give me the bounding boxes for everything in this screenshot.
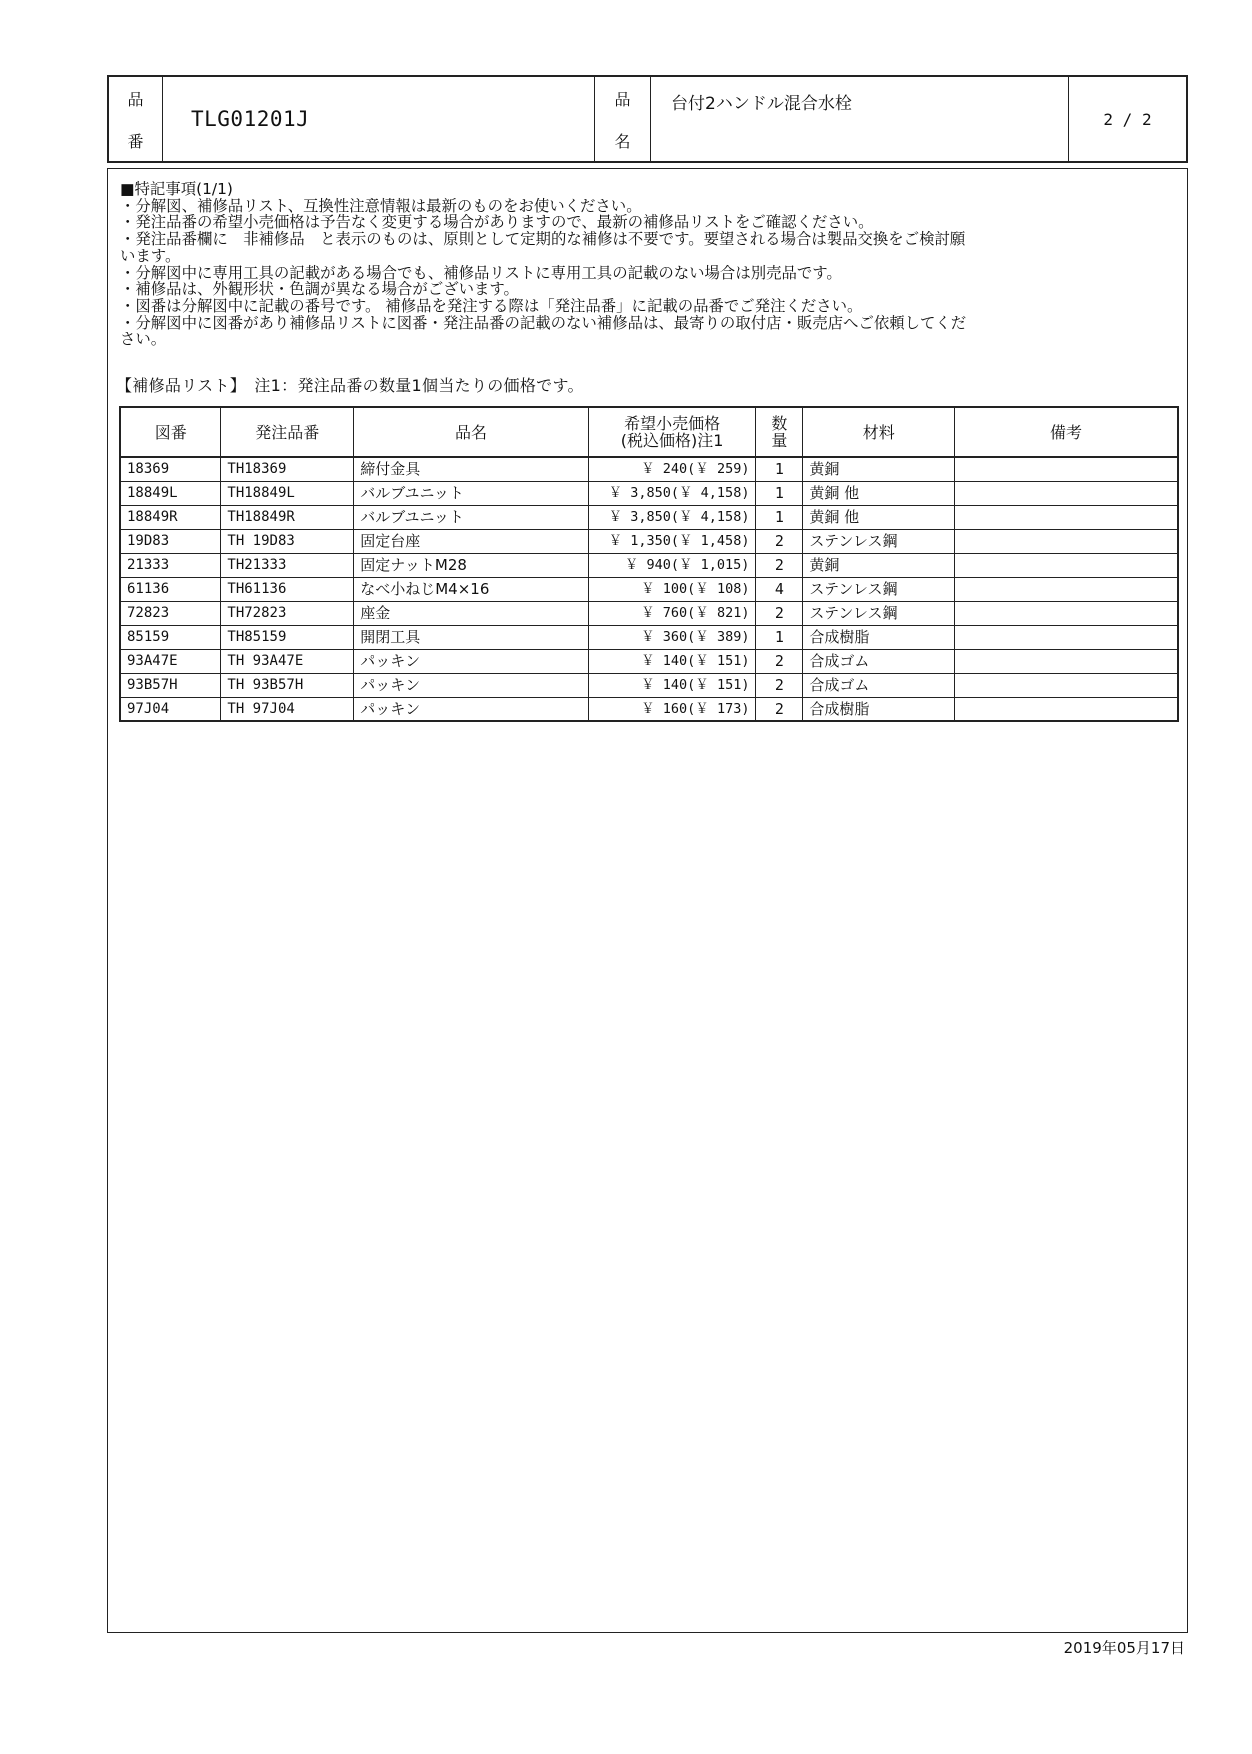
cell-remarks <box>955 457 1178 481</box>
cell-qty: 1 <box>756 457 803 481</box>
note-line: ・発注品番の希望小売価格は予告なく変更する場合がありますので、最新の補修品リストをご確認ください。 <box>120 213 874 232</box>
header-material: 材料 <box>803 407 955 457</box>
header-qty-line1: 数 <box>771 414 788 433</box>
header-order-no: 発注品番 <box>221 407 354 457</box>
cell-price: ￥ 160(￥ 173) <box>588 697 756 721</box>
cell-qty: 1 <box>756 481 803 505</box>
cell-qty: 2 <box>756 649 803 673</box>
cell-material: 黄銅 他 <box>803 505 955 529</box>
table-row <box>120 553 1178 577</box>
cell-fig-no: 19D83 <box>120 529 221 553</box>
note-line: ・発注品番欄に 非補修品 と表示のものは、原則として定期的な補修は不要です。要望される場合は製品交換をご検討願 <box>120 230 966 249</box>
note-line: ・補修品は、外観形状・色調が異なる場合がございます。 <box>120 280 519 299</box>
header-price-line2: (税込価格)注1 <box>620 431 724 450</box>
cell-remarks <box>955 649 1178 673</box>
product-name-label <box>595 77 651 161</box>
special-notes <box>120 181 1180 348</box>
cell-price: ￥ 360(￥ 389) <box>588 625 756 649</box>
cell-material: 黄銅 <box>803 457 955 481</box>
table-row <box>120 457 1178 481</box>
cell-fig-no: 93A47E <box>120 649 221 673</box>
cell-remarks <box>955 529 1178 553</box>
cell-fig-no: 93B57H <box>120 673 221 697</box>
cell-material: ステンレス鋼 <box>803 601 955 625</box>
cell-price: ￥ 140(￥ 151) <box>588 649 756 673</box>
cell-remarks <box>955 577 1178 601</box>
cell-item-name: 座金 <box>354 601 589 625</box>
cell-price: ￥ 760(￥ 821) <box>588 601 756 625</box>
cell-remarks <box>955 505 1178 529</box>
table-header-row <box>120 407 1178 457</box>
table-row <box>120 577 1178 601</box>
table-row <box>120 601 1178 625</box>
cell-order-no: TH 19D83 <box>221 529 354 553</box>
cell-order-no: TH18849L <box>221 481 354 505</box>
cell-order-no: TH61136 <box>221 577 354 601</box>
cell-material: ステンレス鋼 <box>803 577 955 601</box>
cell-item-name: なべ小ねじM4×16 <box>354 577 589 601</box>
cell-item-name: 固定ナットM28 <box>354 553 589 577</box>
cell-order-no: TH85159 <box>221 625 354 649</box>
product-code-label-bottom: 番 <box>127 131 144 151</box>
cell-remarks <box>955 673 1178 697</box>
content-frame <box>107 168 1188 1633</box>
cell-price: ￥ 940(￥ 1,015) <box>588 553 756 577</box>
product-name: 台付2ハンドル混合水栓 <box>651 77 1069 161</box>
cell-fig-no: 97J04 <box>120 697 221 721</box>
header-fig-no: 図番 <box>120 407 221 457</box>
cell-fig-no: 18849R <box>120 505 221 529</box>
table-row <box>120 649 1178 673</box>
header-qty <box>756 407 803 457</box>
cell-material: 合成ゴム <box>803 673 955 697</box>
cell-order-no: TH72823 <box>221 601 354 625</box>
cell-material: ステンレス鋼 <box>803 529 955 553</box>
cell-price: ￥ 100(￥ 108) <box>588 577 756 601</box>
cell-fig-no: 85159 <box>120 625 221 649</box>
cell-remarks <box>955 553 1178 577</box>
cell-qty: 2 <box>756 697 803 721</box>
cell-order-no: TH18369 <box>221 457 354 481</box>
cell-remarks <box>955 601 1178 625</box>
cell-item-name: パッキン <box>354 649 589 673</box>
cell-order-no: TH 93A47E <box>221 649 354 673</box>
cell-fig-no: 72823 <box>120 601 221 625</box>
header-remarks: 備考 <box>955 407 1178 457</box>
product-name-label-top: 品 <box>614 89 631 109</box>
cell-fig-no: 21333 <box>120 553 221 577</box>
cell-item-name: パッキン <box>354 697 589 721</box>
header-item-name: 品名 <box>354 407 589 457</box>
cell-item-name: パッキン <box>354 673 589 697</box>
cell-qty: 2 <box>756 673 803 697</box>
cell-qty: 2 <box>756 553 803 577</box>
cell-fig-no: 61136 <box>120 577 221 601</box>
cell-material: 黄銅 他 <box>803 481 955 505</box>
cell-qty: 2 <box>756 529 803 553</box>
cell-item-name: バルブユニット <box>354 481 589 505</box>
note-line: ・分解図中に図番があり補修品リストに図番・発注品番の記載のない補修品は、最寄りの取付店・販売店へご依頼してくだ <box>120 313 967 332</box>
cell-remarks <box>955 481 1178 505</box>
cell-fig-no: 18849L <box>120 481 221 505</box>
note-line: ・図番は分解図中に記載の番号です。 補修品を発注する際は「発注品番」に記載の品番でご発注ください。 <box>120 296 863 315</box>
cell-qty: 2 <box>756 601 803 625</box>
product-code-label <box>109 77 163 161</box>
product-code-label-top: 品 <box>127 89 144 109</box>
header-price-line1: 希望小売価格 <box>624 414 721 433</box>
cell-order-no: TH21333 <box>221 553 354 577</box>
product-name-label-bottom: 名 <box>614 131 631 151</box>
cell-item-name: 固定台座 <box>354 529 589 553</box>
cell-material: 合成樹脂 <box>803 625 955 649</box>
cell-order-no: TH18849R <box>221 505 354 529</box>
cell-order-no: TH 97J04 <box>221 697 354 721</box>
header-qty-line2: 量 <box>771 431 788 450</box>
cell-material: 合成樹脂 <box>803 697 955 721</box>
table-row <box>120 697 1178 721</box>
cell-fig-no: 18369 <box>120 457 221 481</box>
cell-price: ￥ 3,850(￥ 4,158) <box>588 481 756 505</box>
cell-item-name: 開閉工具 <box>354 625 589 649</box>
cell-item-name: バルブユニット <box>354 505 589 529</box>
note-line: さい。 <box>120 330 167 349</box>
note-line: います。 <box>120 246 181 265</box>
note-line: ・分解図、補修品リスト、互換性注意情報は最新のものをお使いください。 <box>120 196 642 215</box>
cell-remarks <box>955 697 1178 721</box>
cell-order-no: TH 93B57H <box>221 673 354 697</box>
cell-qty: 1 <box>756 505 803 529</box>
cell-item-name: 締付金具 <box>354 457 589 481</box>
cell-qty: 4 <box>756 577 803 601</box>
table-row <box>120 529 1178 553</box>
parts-list-title: 【補修品リスト】 注1：発注品番の数量1個当たりの価格です。 <box>116 376 584 395</box>
document-header <box>107 75 1188 163</box>
table-row <box>120 673 1178 697</box>
cell-remarks <box>955 625 1178 649</box>
product-code: TLG01201J <box>163 77 595 161</box>
parts-table <box>119 406 1179 722</box>
table-row <box>120 505 1178 529</box>
cell-qty: 1 <box>756 625 803 649</box>
cell-material: 合成ゴム <box>803 649 955 673</box>
issue-date: 2019年05月17日 <box>1063 1639 1185 1657</box>
table-row <box>120 625 1178 649</box>
notes-heading: ■特記事項(1/1) <box>120 180 233 198</box>
table-row <box>120 481 1178 505</box>
cell-material: 黄銅 <box>803 553 955 577</box>
cell-price: ￥ 1,350(￥ 1,458) <box>588 529 756 553</box>
note-line: ・分解図中に専用工具の記載がある場合でも、補修品リストに専用工具の記載のない場合は別売品です。 <box>120 263 842 282</box>
cell-price: ￥ 3,850(￥ 4,158) <box>588 505 756 529</box>
header-price <box>588 407 756 457</box>
cell-price: ￥ 140(￥ 151) <box>588 673 756 697</box>
cell-price: ￥ 240(￥ 259) <box>588 457 756 481</box>
page-number: 2 / 2 <box>1103 109 1152 129</box>
